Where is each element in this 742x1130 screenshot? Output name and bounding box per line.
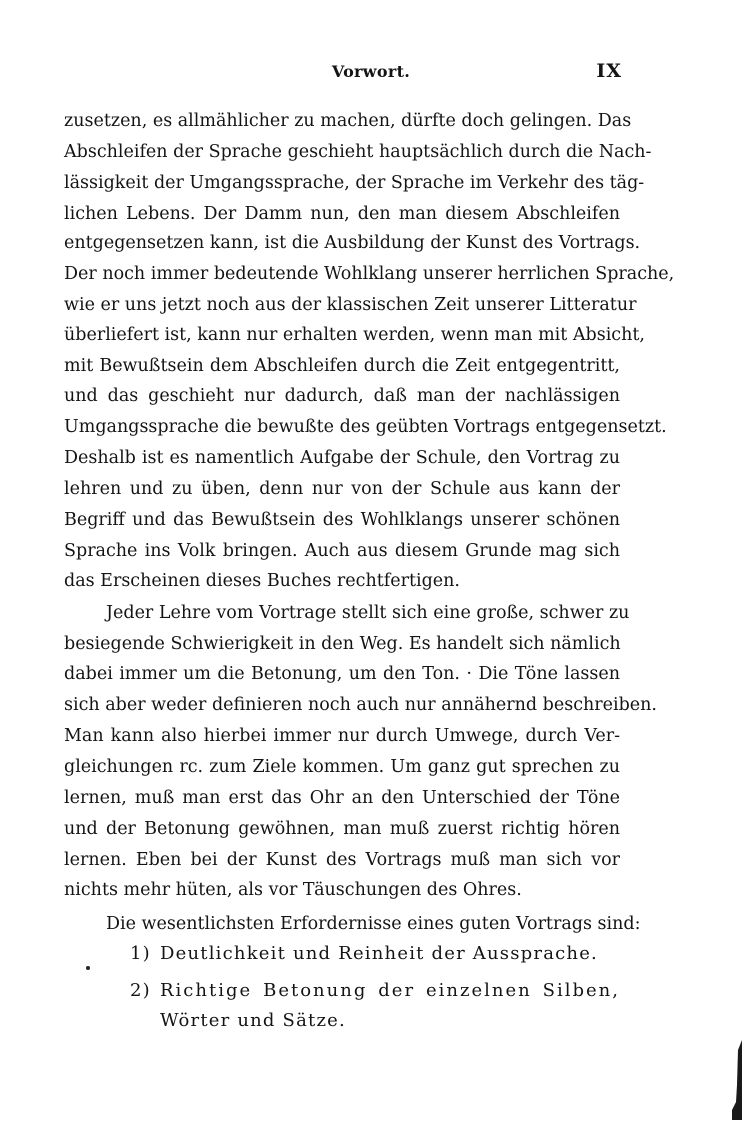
page-number: IX	[596, 60, 622, 82]
list-item-number: 2)	[130, 980, 151, 1001]
text-line: das Erscheinen dieses Buches rechtfertigen.	[64, 571, 460, 591]
text-line: lehren und zu üben, denn nur von der Schule aus kann der	[64, 479, 620, 499]
text-line: zusetzen, es allmählicher zu machen, dürfte doch gelingen. Das	[64, 111, 632, 131]
text-line: Abschleifen der Sprache geschieht hauptsächlich durch die Nach-	[64, 142, 652, 162]
ink-speck	[86, 966, 90, 970]
text-line: überliefert ist, kann nur erhalten werden, wenn man mit Absicht,	[64, 325, 645, 345]
text-line: wie er uns jetzt noch aus der klassischen Zeit unserer Litteratur	[64, 295, 637, 315]
list-item-text: Richtige Betonung der einzelnen Silben,	[160, 980, 620, 1001]
text-line: besiegende Schwierigkeit in den Weg. Es handelt sich nämlich	[64, 634, 621, 654]
text-line: lernen, muß man erst das Ohr an den Unterschied der Töne	[64, 788, 620, 808]
text-line: entgegensetzen kann, ist die Ausbildung der Kunst des Vortrags.	[64, 233, 641, 253]
text-line: Der noch immer bedeutende Wohlklang unserer herrlichen Sprache,	[64, 264, 675, 284]
text-line: nichts mehr hüten, als vor Täuschungen des Ohres.	[64, 880, 522, 900]
text-line: und der Betonung gewöhnen, man muß zuerst richtig hören	[64, 819, 620, 839]
text-line: Begriff und das Bewußtsein des Wohlklangs unserer schönen	[64, 510, 620, 530]
text-line: Deshalb ist es namentlich Aufgabe der Schule, den Vortrag zu	[64, 448, 620, 468]
text-line: dabei immer um die Betonung, um den Ton. · Die Töne lassen	[64, 664, 620, 684]
list-item-text: Wörter und Sätze.	[160, 1010, 346, 1031]
text-line: lichen Lebens. Der Damm nun, den man diesem Abschleifen	[64, 204, 620, 224]
text-line: mit Bewußtsein dem Abschleifen durch die Zeit entgegentritt,	[64, 356, 620, 376]
text-line: Umgangssprache die bewußte des geübten Vortrags entgegensetzt.	[64, 417, 667, 437]
text-line: lernen. Eben bei der Kunst des Vortrags muß man sich vor	[64, 850, 620, 870]
page-edge-mark	[732, 1040, 742, 1120]
text-line: Die wesentlichsten Erfordernisse eines guten Vortrags sind:	[106, 914, 641, 934]
text-line: Man kann also hierbei immer nur durch Umwege, durch Ver-	[64, 726, 620, 746]
list-item-number: 1)	[130, 943, 151, 964]
text-line: lässigkeit der Umgangssprache, der Sprache im Verkehr des täg-	[64, 173, 645, 193]
text-line: und das geschieht nur dadurch, daß man der nachlässigen	[64, 386, 620, 406]
text-line: gleichungen rc. zum Ziele kommen. Um ganz gut sprechen zu	[64, 757, 620, 777]
text-line: Sprache ins Volk bringen. Auch aus diesem Grunde mag sich	[64, 541, 620, 561]
text-line: Jeder Lehre vom Vortrage stellt sich eine große, schwer zu	[106, 603, 630, 623]
text-line: sich aber weder definieren noch auch nur annähernd beschreiben.	[64, 695, 657, 715]
list-item-text: Deutlichkeit und Reinheit der Aussprache.	[160, 943, 598, 964]
running-header-title: Vorwort.	[331, 62, 411, 81]
